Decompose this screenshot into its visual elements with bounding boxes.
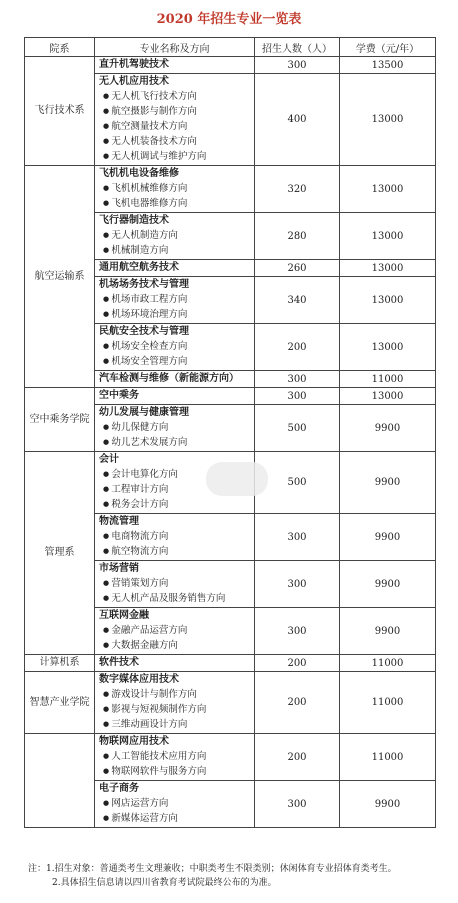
- major-cell: [95, 405, 255, 452]
- major-direction: ● 机场安全管理方向: [99, 354, 250, 369]
- major-direction: ● 无人机产品及服务销售方向: [99, 591, 250, 606]
- major-direction: ● 营销策划方向: [99, 576, 250, 591]
- fee-cell: 9900: [340, 452, 436, 514]
- major-direction: ● 游戏设计与制作方向: [99, 687, 250, 702]
- table-row: [25, 388, 436, 405]
- count-cell: 300: [255, 57, 340, 74]
- dept-cell: 计算机系: [25, 655, 95, 672]
- count-cell: 280: [255, 213, 340, 260]
- fee-cell: 9900: [340, 608, 436, 655]
- major-cell: [95, 371, 255, 388]
- fee-cell: 9900: [340, 514, 436, 561]
- count-cell: 200: [255, 324, 340, 371]
- fee-cell: 13000: [340, 166, 436, 213]
- major-name: 数字媒体应用技术: [99, 674, 179, 685]
- header-major: 专业名称及方向: [95, 38, 255, 57]
- major-name: 空中乘务: [99, 390, 139, 401]
- dept-cell: 空中乘务学院: [25, 388, 95, 452]
- major-name: 机场场务技术与管理: [99, 279, 189, 290]
- header-dept: 院系: [25, 38, 95, 57]
- dept-cell: [25, 734, 95, 828]
- table-header-row: [25, 38, 436, 57]
- blur-overlay: [206, 462, 268, 496]
- count-cell: 300: [255, 561, 340, 608]
- fee-cell: 13000: [340, 277, 436, 324]
- major-name: 无人机应用技术: [99, 76, 169, 87]
- table-row: [25, 655, 436, 672]
- fee-cell: 13500: [340, 57, 436, 74]
- major-direction: ● 无人机飞行技术方向: [99, 89, 250, 104]
- count-cell: 200: [255, 672, 340, 734]
- major-direction: ● 航空物流方向: [99, 544, 250, 559]
- major-name: 电子商务: [99, 783, 139, 794]
- major-name: 汽车检测与维修（新能源方向）: [99, 373, 239, 384]
- count-cell: 260: [255, 260, 340, 277]
- major-cell: [95, 166, 255, 213]
- fee-cell: 13000: [340, 213, 436, 260]
- major-direction: ● 机场安全检查方向: [99, 339, 250, 354]
- major-cell: [95, 608, 255, 655]
- major-name: 直升机驾驶技术: [99, 59, 169, 70]
- count-cell: 300: [255, 371, 340, 388]
- count-cell: 300: [255, 514, 340, 561]
- major-direction: ● 机场环境治理方向: [99, 307, 250, 322]
- major-direction: ● 税务会计方向: [99, 497, 250, 512]
- major-direction: ● 机械制造方向: [99, 243, 250, 258]
- major-cell: [95, 561, 255, 608]
- major-name: 互联网金融: [99, 610, 149, 621]
- major-direction: ● 航空测量技术方向: [99, 119, 250, 134]
- major-direction: ● 无人机装备技术方向: [99, 134, 250, 149]
- major-name: 物流管理: [99, 516, 139, 527]
- table-row: [25, 57, 436, 74]
- note-1: 注：1.招生对象：普通类考生文理兼收；中职类考生不限类别；休闲体育专业招体育类考生。: [28, 864, 397, 874]
- page-title: 2020 年招生专业一览表: [156, 12, 302, 27]
- major-cell: [95, 74, 255, 166]
- count-cell: 500: [255, 405, 340, 452]
- major-name: 物联网应用技术: [99, 736, 169, 747]
- count-cell: 340: [255, 277, 340, 324]
- major-direction: ● 飞机机械维修方向: [99, 181, 250, 196]
- major-cell: [95, 260, 255, 277]
- major-cell: [95, 781, 255, 828]
- header-fee: 学费（元/年）: [340, 38, 436, 57]
- fee-cell: 13000: [340, 324, 436, 371]
- admissions-table: [24, 37, 436, 828]
- major-direction: ● 无人机调试与维护方向: [99, 149, 250, 164]
- major-direction: ● 人工智能技术应用方向: [99, 749, 250, 764]
- fee-cell: 9900: [340, 561, 436, 608]
- major-name: 通用航空航务技术: [99, 262, 179, 273]
- count-cell: 300: [255, 608, 340, 655]
- dept-cell: 飞行技术系: [25, 57, 95, 166]
- major-name: 会计: [99, 454, 119, 465]
- major-direction: ● 金融产品运营方向: [99, 623, 250, 638]
- fee-cell: 13000: [340, 388, 436, 405]
- major-name: 民航安全技术与管理: [99, 326, 189, 337]
- footnotes: [28, 862, 453, 890]
- table-row: [25, 166, 436, 213]
- major-name: 幼儿发展与健康管理: [99, 407, 189, 418]
- major-direction: ● 三维动画设计方向: [99, 717, 250, 732]
- table-body: [25, 57, 436, 828]
- table-row: [25, 734, 436, 781]
- count-cell: 300: [255, 388, 340, 405]
- fee-cell: 13000: [340, 74, 436, 166]
- major-direction: ● 航空摄影与制作方向: [99, 104, 250, 119]
- major-name: 市场营销: [99, 563, 139, 574]
- major-direction: ● 电商物流方向: [99, 529, 250, 544]
- count-cell: 320: [255, 166, 340, 213]
- major-direction: ● 飞机电器维修方向: [99, 196, 250, 211]
- header-count: 招生人数（人）: [255, 38, 340, 57]
- dept-cell: 管理系: [25, 452, 95, 655]
- major-cell: [95, 734, 255, 781]
- major-name: 飞行器制造技术: [99, 215, 169, 226]
- fee-cell: 9900: [340, 405, 436, 452]
- fee-cell: 9900: [340, 781, 436, 828]
- major-direction: ● 大数据金融方向: [99, 638, 250, 653]
- major-cell: [95, 324, 255, 371]
- major-direction: ● 工程审计方向: [99, 482, 250, 497]
- note-2: 2.具体招生信息请以四川省教育考试院最终公布的为准。: [52, 878, 277, 888]
- fee-cell: 11000: [340, 734, 436, 781]
- dept-cell: 航空运输系: [25, 166, 95, 388]
- count-cell: 200: [255, 734, 340, 781]
- major-direction: ● 新媒体运营方向: [99, 811, 250, 826]
- major-cell: [95, 672, 255, 734]
- major-cell: [95, 514, 255, 561]
- major-direction: ● 幼儿保健方向: [99, 420, 250, 435]
- major-cell: [95, 57, 255, 74]
- fee-cell: 11000: [340, 655, 436, 672]
- major-cell: [95, 213, 255, 260]
- fee-cell: 13000: [340, 260, 436, 277]
- major-direction: ● 无人机制造方向: [99, 228, 250, 243]
- major-direction: ● 幼儿艺术发展方向: [99, 435, 250, 450]
- major-direction: ● 影视与短视频制作方向: [99, 702, 250, 717]
- fee-cell: 11000: [340, 371, 436, 388]
- major-direction: ● 机场市政工程方向: [99, 292, 250, 307]
- fee-cell: 11000: [340, 672, 436, 734]
- major-direction: ● 网店运营方向: [99, 796, 250, 811]
- count-cell: 200: [255, 655, 340, 672]
- major-cell: [95, 388, 255, 405]
- table-row: [25, 672, 436, 734]
- count-cell: 500: [255, 452, 340, 514]
- major-direction: ● 会计电算化方向: [99, 467, 250, 482]
- count-cell: 300: [255, 781, 340, 828]
- major-name: 飞机机电设备维修: [99, 168, 179, 179]
- major-direction: ● 物联网软件与服务方向: [99, 764, 250, 779]
- major-cell: [95, 655, 255, 672]
- count-cell: 400: [255, 74, 340, 166]
- major-cell: [95, 277, 255, 324]
- major-name: 软件技术: [99, 657, 139, 668]
- dept-cell: 智慧产业学院: [25, 672, 95, 734]
